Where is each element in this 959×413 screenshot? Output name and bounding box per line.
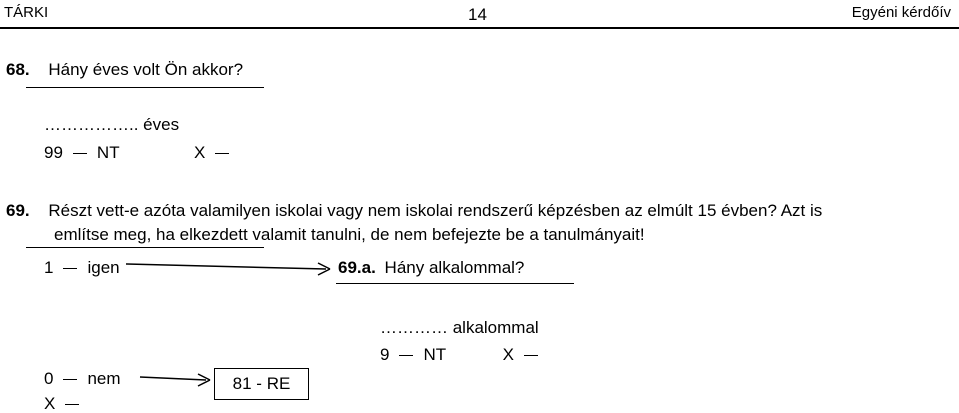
skip-to-label: 81 - RE bbox=[232, 374, 291, 393]
dash-icon bbox=[65, 404, 79, 405]
q69a-underline bbox=[336, 283, 574, 284]
dash-icon bbox=[63, 379, 77, 380]
q69-question-line1 bbox=[6, 202, 822, 219]
q68-number: 68. bbox=[6, 60, 30, 79]
q69a-number: 69.a. bbox=[338, 258, 376, 277]
dash-icon bbox=[215, 153, 229, 154]
q69a-code-nt-label[interactable]: NT bbox=[423, 345, 446, 364]
q69-underline bbox=[26, 247, 264, 248]
header-left: TÁRKI bbox=[4, 4, 49, 21]
q68-answer-field[interactable]: …………….. éves bbox=[44, 115, 180, 134]
q69a-code-x[interactable]: X bbox=[502, 345, 514, 364]
q69a-code-nt-num: 9 bbox=[380, 345, 390, 364]
q69a-text: Hány alkalommal? bbox=[384, 258, 525, 277]
dash-icon bbox=[63, 268, 77, 269]
q69-option-x[interactable] bbox=[44, 395, 89, 412]
dash-icon bbox=[524, 355, 538, 356]
q69-option-no[interactable] bbox=[44, 370, 121, 387]
page-number: 14 bbox=[468, 5, 487, 24]
q69a-answer-field[interactable]: ………… alkalommal bbox=[380, 318, 539, 337]
q69a-question bbox=[338, 259, 524, 276]
q69-no-num: 0 bbox=[44, 369, 54, 388]
q68-code-row bbox=[44, 144, 239, 161]
skip-to-box bbox=[214, 368, 309, 400]
q69-option-yes[interactable] bbox=[44, 259, 120, 276]
q69-number: 69. bbox=[6, 201, 30, 220]
header-right: Egyéni kérdőív bbox=[851, 4, 951, 21]
arrow-right-icon bbox=[140, 372, 216, 392]
q69-yes-label: igen bbox=[87, 258, 120, 277]
q69a-code-row bbox=[380, 346, 548, 363]
q68-code-nt-label[interactable]: NT bbox=[96, 143, 120, 162]
arrow-right-icon bbox=[126, 259, 336, 279]
q68-question bbox=[6, 61, 243, 78]
dash-icon bbox=[399, 355, 413, 356]
q69-x-label: X bbox=[44, 394, 56, 413]
q69-text-line1: Részt vett-e azóta valamilyen iskolai vagy nem iskolai rendszerű képzésben az elmúlt 15 évben? Azt is bbox=[48, 201, 823, 220]
header-rule bbox=[0, 27, 959, 29]
dash-icon bbox=[73, 153, 87, 154]
q68-code-nt-num: 99 bbox=[44, 143, 63, 162]
q69-no-label: nem bbox=[87, 369, 121, 388]
q69-text-line2: említse meg, ha elkezdett valamit tanulni, de nem befejezte be a tanulmányait! bbox=[54, 225, 645, 244]
q68-text: Hány éves volt Ön akkor? bbox=[48, 60, 244, 79]
q68-code-x[interactable]: X bbox=[194, 143, 206, 162]
q69-yes-num: 1 bbox=[44, 258, 54, 277]
q68-underline bbox=[26, 87, 264, 88]
